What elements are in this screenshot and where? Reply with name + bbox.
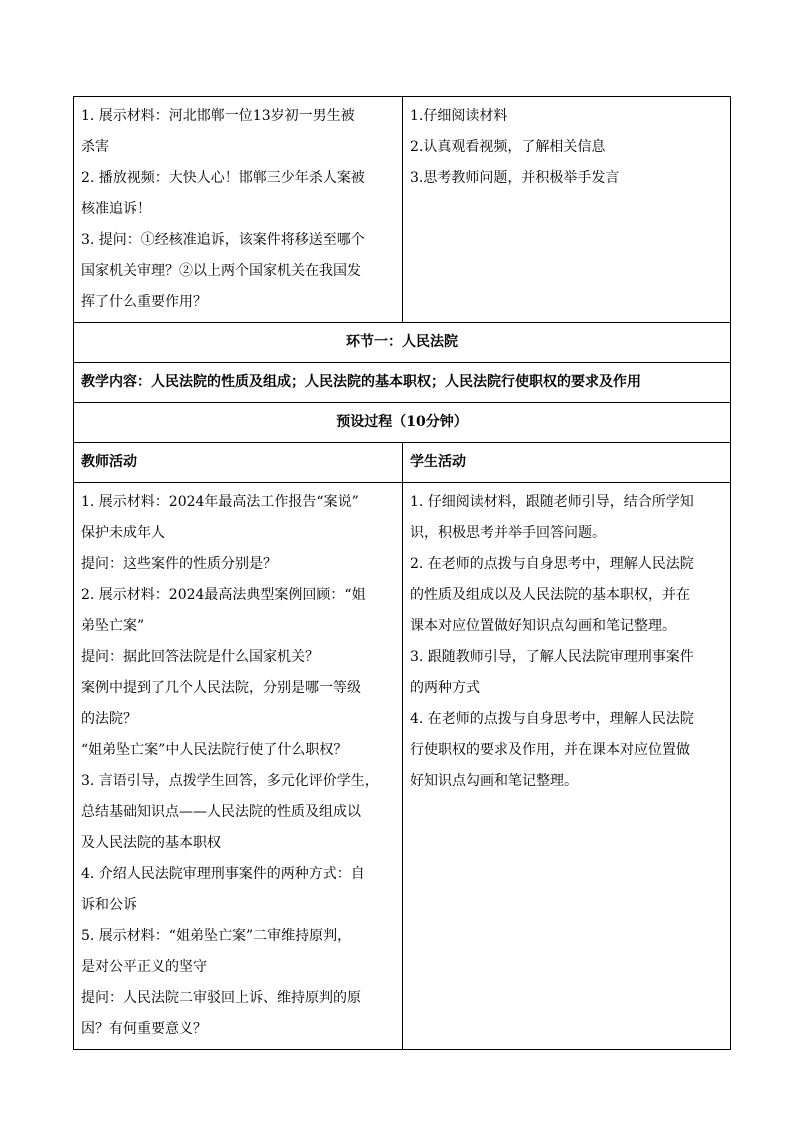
intro-row [74, 97, 731, 323]
lesson-plan-table [73, 96, 731, 1050]
text-line: 1.仔细阅读材料 [410, 108, 508, 124]
text-line: 的法院？ [81, 711, 137, 727]
text-line: 2. 展示材料：2024最高法典型案例回顾：“姐 [81, 587, 366, 603]
text-line: 1. 仔细阅读材料，跟随老师引导，结合所学知 [410, 494, 694, 510]
text-line: 3. 跟随教师引导，了解人民法院审理刑事案件 [410, 649, 694, 665]
activity-row [74, 483, 731, 1050]
text-line: 提问：据此回答法院是什么国家机关？ [81, 649, 319, 665]
text-line: 行使职权的要求及作用，并在课本对应位置做 [410, 742, 690, 758]
text-line: 核准追诉！ [81, 201, 151, 217]
text-line: 提问：这些案件的性质分别是？ [81, 556, 277, 572]
text-line: 国家机关审理？②以上两个国家机关在我国发 [81, 263, 361, 279]
text-line: 课本对应位置做好知识点勾画和笔记整理。 [410, 618, 676, 634]
student-activity-header: 学生活动 [403, 443, 731, 483]
teacher-activity-header: 教师活动 [74, 443, 403, 483]
text-line: 诉和公诉 [81, 897, 137, 913]
section-title: 环节一：人民法院 [74, 323, 731, 363]
text-line: 的性质及组成以及人民法院的基本职权，并在 [410, 587, 690, 603]
text-line: 提问：人民法院二审驳回上诉、维持原判的原 [81, 990, 361, 1006]
text-line: 2. 在老师的点拨与自身思考中，理解人民法院 [410, 556, 694, 572]
text-line: 5. 展示材料：“姐弟坠亡案”二审维持原判， [81, 928, 352, 944]
text-line: 识，积极思考并举手回答问题。 [410, 525, 606, 541]
text-line: 的两种方式 [410, 680, 480, 696]
column-header-row [74, 443, 731, 483]
text-line: 案例中提到了几个人民法院，分别是哪一等级 [81, 680, 361, 696]
text-line: 3.思考教师问题，并积极举手发言 [410, 170, 620, 186]
text-line: 1. 展示材料：河北邯郸一位13岁初一男生被 [81, 108, 355, 124]
text-line: 挥了什么重要作用？ [81, 294, 207, 310]
text-line: 4. 在老师的点拨与自身思考中，理解人民法院 [410, 711, 694, 727]
text-line: 2.认真观看视频，了解相关信息 [410, 139, 606, 155]
text-line: 1. 展示材料：2024年最高法工作报告“案说” [81, 494, 359, 510]
section-title-row [74, 323, 731, 363]
text-line: 是对公平正义的坚守 [81, 959, 207, 975]
teacher-activity-cell [74, 483, 403, 1050]
content-row [74, 363, 731, 403]
text-line: 弟坠亡案” [81, 618, 145, 634]
text-line: 3. 言语引导，点拨学生回答，多元化评价学生， [81, 773, 379, 789]
text-line: 保护未成年人 [81, 525, 165, 541]
text-line: 2. 播放视频：大快人心！邯郸三少年杀人案被 [81, 170, 365, 186]
text-line: “姐弟坠亡案”中人民法院行使了什么职权？ [81, 742, 348, 758]
teaching-content: 教学内容：人民法院的性质及组成；人民法院的基本职权；人民法院行使职权的要求及作用 [74, 363, 731, 403]
intro-student-cell [403, 97, 731, 323]
text-line: 杀害 [81, 139, 109, 155]
text-line: 及人民法院的基本职权 [81, 835, 221, 851]
process-row [74, 403, 731, 443]
text-line: 因？有何重要意义？ [81, 1021, 207, 1037]
process-title: 预设过程（10分钟） [74, 403, 731, 443]
intro-teacher-cell [74, 97, 403, 323]
text-line: 好知识点勾画和笔记整理。 [410, 773, 578, 789]
student-activity-cell [403, 483, 731, 1050]
text-line: 4. 介绍人民法院审理刑事案件的两种方式：自 [81, 866, 365, 882]
text-line: 总结基础知识点——人民法院的性质及组成以 [81, 804, 361, 820]
text-line: 3. 提问：①经核准追诉，该案件将移送至哪个 [81, 232, 365, 248]
